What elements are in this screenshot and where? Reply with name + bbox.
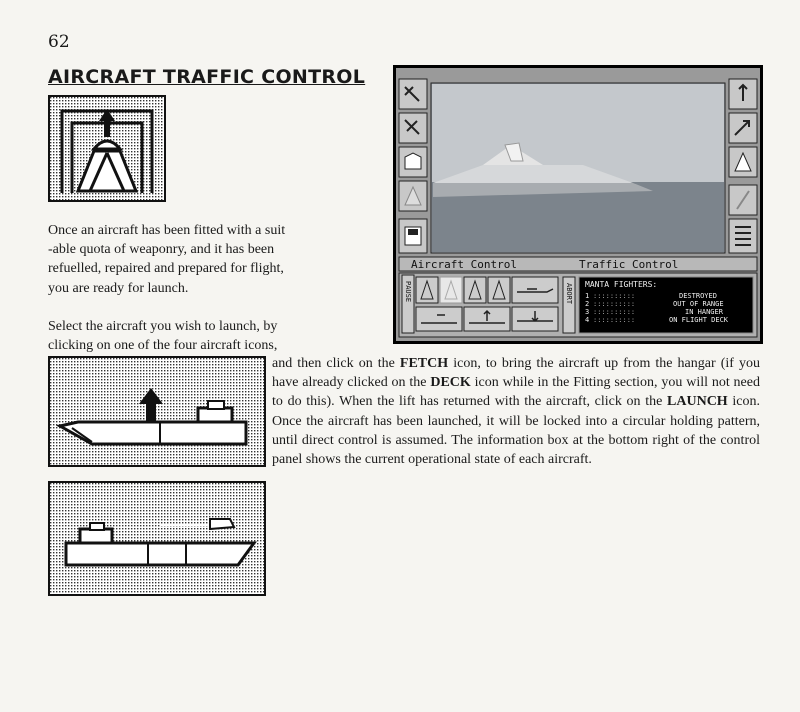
pause-label: PAUSE [404, 281, 412, 303]
info-number: 2 [585, 300, 590, 308]
info-status: IN HANGER [685, 308, 723, 316]
text-run: icon while in the Fitting section, you will not need to do this). When the lift has returned with the aircraft, click on the [272, 375, 760, 410]
svg-text:::::::::::: :::::::::: [593, 292, 636, 300]
text-line: Select the aircraft you wish to launch, by [48, 319, 278, 334]
traffic-control-icon [48, 95, 166, 202]
info-status: ON FLIGHT DECK [669, 316, 729, 324]
text-line: Once an aircraft has been fitted with a suit [48, 223, 286, 238]
text-run: icon, to bring the aircraft up from the hangar (if you have already clicked on the [272, 356, 760, 391]
text-line: you are ready for launch. [48, 280, 189, 296]
panel-title-left: Aircraft Control [411, 258, 517, 271]
info-number: 3 [585, 308, 590, 316]
paragraph-select [48, 317, 383, 355]
paragraph-intro [48, 221, 378, 298]
fetch-illustration [50, 358, 264, 465]
fetch-keyword: FETCH [399, 356, 449, 371]
fetch-icon [48, 356, 266, 467]
svg-text:::::::::::: :::::::::: [593, 300, 636, 308]
launch-keyword: LAUNCH [667, 394, 728, 410]
text-run: and then click on the [272, 356, 400, 371]
panel-title-right: Traffic Control [579, 258, 679, 271]
deck-keyword: DECK [430, 375, 471, 391]
info-number: 1 [585, 292, 590, 300]
svg-text:::::::::::: :::::::::: [593, 316, 636, 324]
left-icon-column [399, 79, 427, 253]
game-screenshot [393, 65, 763, 344]
page-number: 62 [48, 32, 70, 52]
info-status: DESTROYED [679, 292, 717, 300]
deck-button[interactable] [416, 307, 462, 331]
text-line: -able quota of weaponry, and it has been [48, 242, 275, 258]
view-window [431, 83, 725, 253]
section-heading: AIRCRAFT TRAFFIC CONTROL [48, 66, 366, 88]
info-status: OUT OF RANGE [673, 300, 724, 308]
info-title: MANTA FIGHTERS: [585, 280, 658, 289]
traffic-control-illustration [50, 97, 164, 200]
text-run: icon. Once the aircraft has been launched, it will be locked into a circular holding pattern, until direct control is assumed. The information box at the bottom right of the control panel shows the current operational state of each aircraft. [272, 394, 760, 468]
launch-illustration [50, 483, 264, 594]
text-line: clicking on one of the four aircraft icons, [48, 338, 278, 354]
traffic-control-screen [393, 65, 763, 344]
paragraph-instructions [272, 354, 760, 469]
info-number: 4 [585, 316, 590, 324]
svg-text:::::::::::: :::::::::: [593, 308, 636, 316]
right-icon-column [729, 79, 757, 253]
text-line: refuelled, repaired and prepared for flight, [48, 261, 284, 277]
abort-label: ABORT [565, 283, 573, 305]
launch-icon [48, 481, 266, 596]
